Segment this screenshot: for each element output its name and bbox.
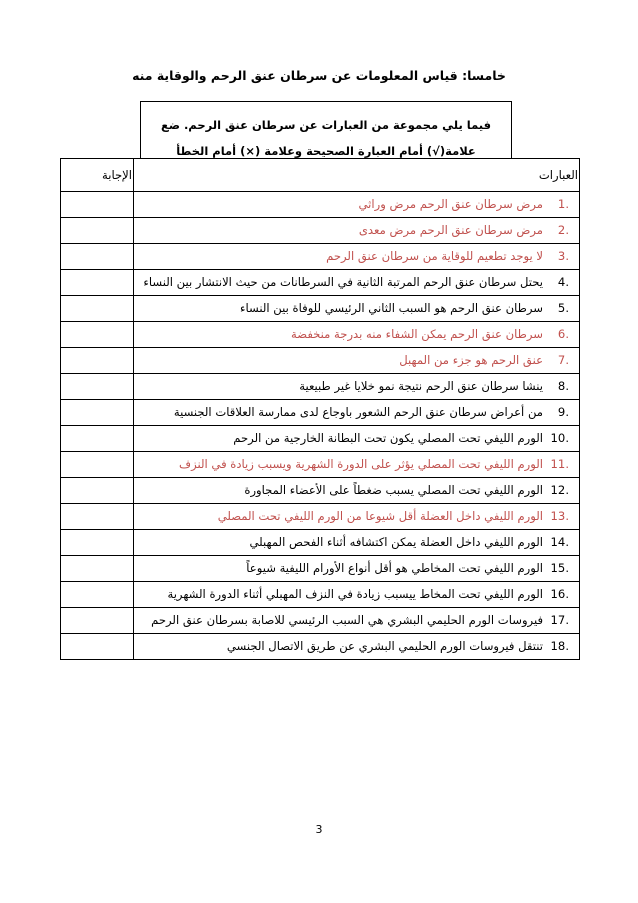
statement-number: .10	[550, 431, 569, 445]
statement-cell	[134, 296, 580, 322]
statement-text: سرطان عنق الرحم يمكن الشفاء منه بدرجة منخفضة	[291, 327, 543, 341]
answer-cell[interactable]	[61, 478, 134, 504]
answer-cell[interactable]	[61, 192, 134, 218]
instructions-box	[140, 101, 512, 159]
table-row	[61, 374, 580, 400]
answer-cell[interactable]	[61, 608, 134, 634]
table-row	[61, 530, 580, 556]
statement-cell	[134, 374, 580, 400]
statement-number: .18	[550, 639, 569, 653]
table-row	[61, 270, 580, 296]
answer-cell[interactable]	[61, 296, 134, 322]
statement-text: عنق الرحم هو جزء من المهبل	[399, 353, 543, 367]
statement-cell	[134, 504, 580, 530]
answer-cell[interactable]	[61, 374, 134, 400]
answer-cell[interactable]	[61, 634, 134, 660]
statements-table	[60, 158, 580, 660]
statement-text: فيروسات الورم الحليمي البشري هي السبب الرئيسي للاصابة بسرطان عنق الرحم	[151, 613, 543, 627]
table-row	[61, 608, 580, 634]
statement-text: ينشا سرطان عنق الرحم نتيجة نمو خلايا غير طبيعية	[299, 379, 543, 393]
statement-cell	[134, 426, 580, 452]
section-title: خامسا: قياس المعلومات عن سرطان عنق الرحم والوقاية منه	[132, 68, 506, 83]
statement-text: الورم الليفي تحت المصلي يؤثر على الدورة الشهرية ويسبب زيادة في النزف	[179, 457, 543, 471]
statement-number: .9	[557, 405, 569, 419]
table-header-row	[61, 159, 580, 192]
statement-cell	[134, 218, 580, 244]
statement-cell	[134, 400, 580, 426]
answer-header: الإجابة	[61, 159, 134, 192]
table-row	[61, 218, 580, 244]
answer-cell[interactable]	[61, 218, 134, 244]
statement-text: مرض سرطان عنق الرحم مرض معدى	[358, 223, 543, 237]
statement-text: الورم الليفي تحت المصلي يكون تحت البطانة الخارجية من الرحم	[233, 431, 543, 445]
statement-cell	[134, 244, 580, 270]
answer-cell[interactable]	[61, 582, 134, 608]
answer-cell[interactable]	[61, 530, 134, 556]
statement-number: .1	[557, 197, 569, 211]
statement-text: مرض سرطان عنق الرحم مرض وراثي	[358, 197, 543, 211]
statement-cell	[134, 192, 580, 218]
table-row	[61, 452, 580, 478]
statement-cell	[134, 348, 580, 374]
table-row	[61, 322, 580, 348]
table-row	[61, 504, 580, 530]
statement-text: سرطان عنق الرحم هو السبب الثاني الرئيسي للوفاة بين النساء	[240, 301, 543, 315]
statement-text: الورم الليفي تحت المخاط ييسبب زيادة في النزف المهبلي أثناء الدورة الشهرية	[167, 587, 543, 601]
answer-cell[interactable]	[61, 556, 134, 582]
table-row	[61, 478, 580, 504]
statement-number: .7	[557, 353, 569, 367]
statement-number: .17	[550, 613, 569, 627]
table-row	[61, 634, 580, 660]
statement-cell	[134, 530, 580, 556]
table-row	[61, 244, 580, 270]
answer-cell[interactable]	[61, 348, 134, 374]
statement-number: .16	[550, 587, 569, 601]
answer-cell[interactable]	[61, 244, 134, 270]
instructions-text: فيما يلي مجموعة من العبارات عن سرطان عنق الرحم. ضع علامة(√) أمام العبارة الصحيحة وعلامة (×) أمام الخطأ	[160, 118, 492, 158]
statement-text: الورم الليفي داخل العضلة أقل شيوعا من الورم الليفي تحت المصلي	[217, 509, 543, 523]
statement-number: .3	[557, 249, 569, 263]
page-number: 3	[315, 823, 323, 836]
statement-cell	[134, 322, 580, 348]
statement-number: .13	[550, 509, 569, 523]
statement-number: .8	[557, 379, 569, 393]
statement-number: .11	[550, 457, 569, 471]
statement-number: .12	[550, 483, 569, 497]
statement-text: الورم الليفي داخل العضلة يمكن اكتشافه أثناء الفحص المهبلي	[249, 535, 543, 549]
table-row	[61, 348, 580, 374]
table-row	[61, 400, 580, 426]
statement-text: يحتل سرطان عنق الرحم المرتبة الثانية في السرطانات من حيث الانتشار بين النساء	[143, 275, 543, 289]
statement-number: .14	[550, 535, 569, 549]
statement-cell	[134, 634, 580, 660]
table-row	[61, 426, 580, 452]
answer-cell[interactable]	[61, 322, 134, 348]
statement-number: .5	[557, 301, 569, 315]
statement-text: الورم الليفي تحت المخاطي هو أقل أنواع الأورام الليفية شيوعاً	[246, 561, 543, 575]
statement-text: لا يوجد تطعيم للوقاية من سرطان عنق الرحم	[326, 249, 543, 263]
table-row	[61, 192, 580, 218]
table-row	[61, 582, 580, 608]
statement-cell	[134, 556, 580, 582]
statement-cell	[134, 478, 580, 504]
statement-text: الورم الليفي تحت المصلي يسبب ضغطاً على الأعضاء المجاورة	[244, 483, 543, 497]
answer-cell[interactable]	[61, 504, 134, 530]
answer-cell[interactable]	[61, 452, 134, 478]
statement-number: .15	[550, 561, 569, 575]
table-row	[61, 296, 580, 322]
answer-cell[interactable]	[61, 426, 134, 452]
answer-cell[interactable]	[61, 400, 134, 426]
statements-header: العبارات	[134, 159, 580, 192]
statement-number: .4	[557, 275, 569, 289]
statement-text: تنتقل فيروسات الورم الحليمي البشري عن طريق الاتصال الجنسي	[226, 639, 543, 653]
statement-cell	[134, 608, 580, 634]
answer-cell[interactable]	[61, 270, 134, 296]
statement-number: .2	[557, 223, 569, 237]
statement-number: .6	[557, 327, 569, 341]
statement-cell	[134, 270, 580, 296]
statement-text: من أعراض سرطان عنق الرحم الشعور باوجاع لدى ممارسة العلاقات الجنسية	[173, 405, 543, 419]
statement-cell	[134, 452, 580, 478]
table-row	[61, 556, 580, 582]
statement-cell	[134, 582, 580, 608]
